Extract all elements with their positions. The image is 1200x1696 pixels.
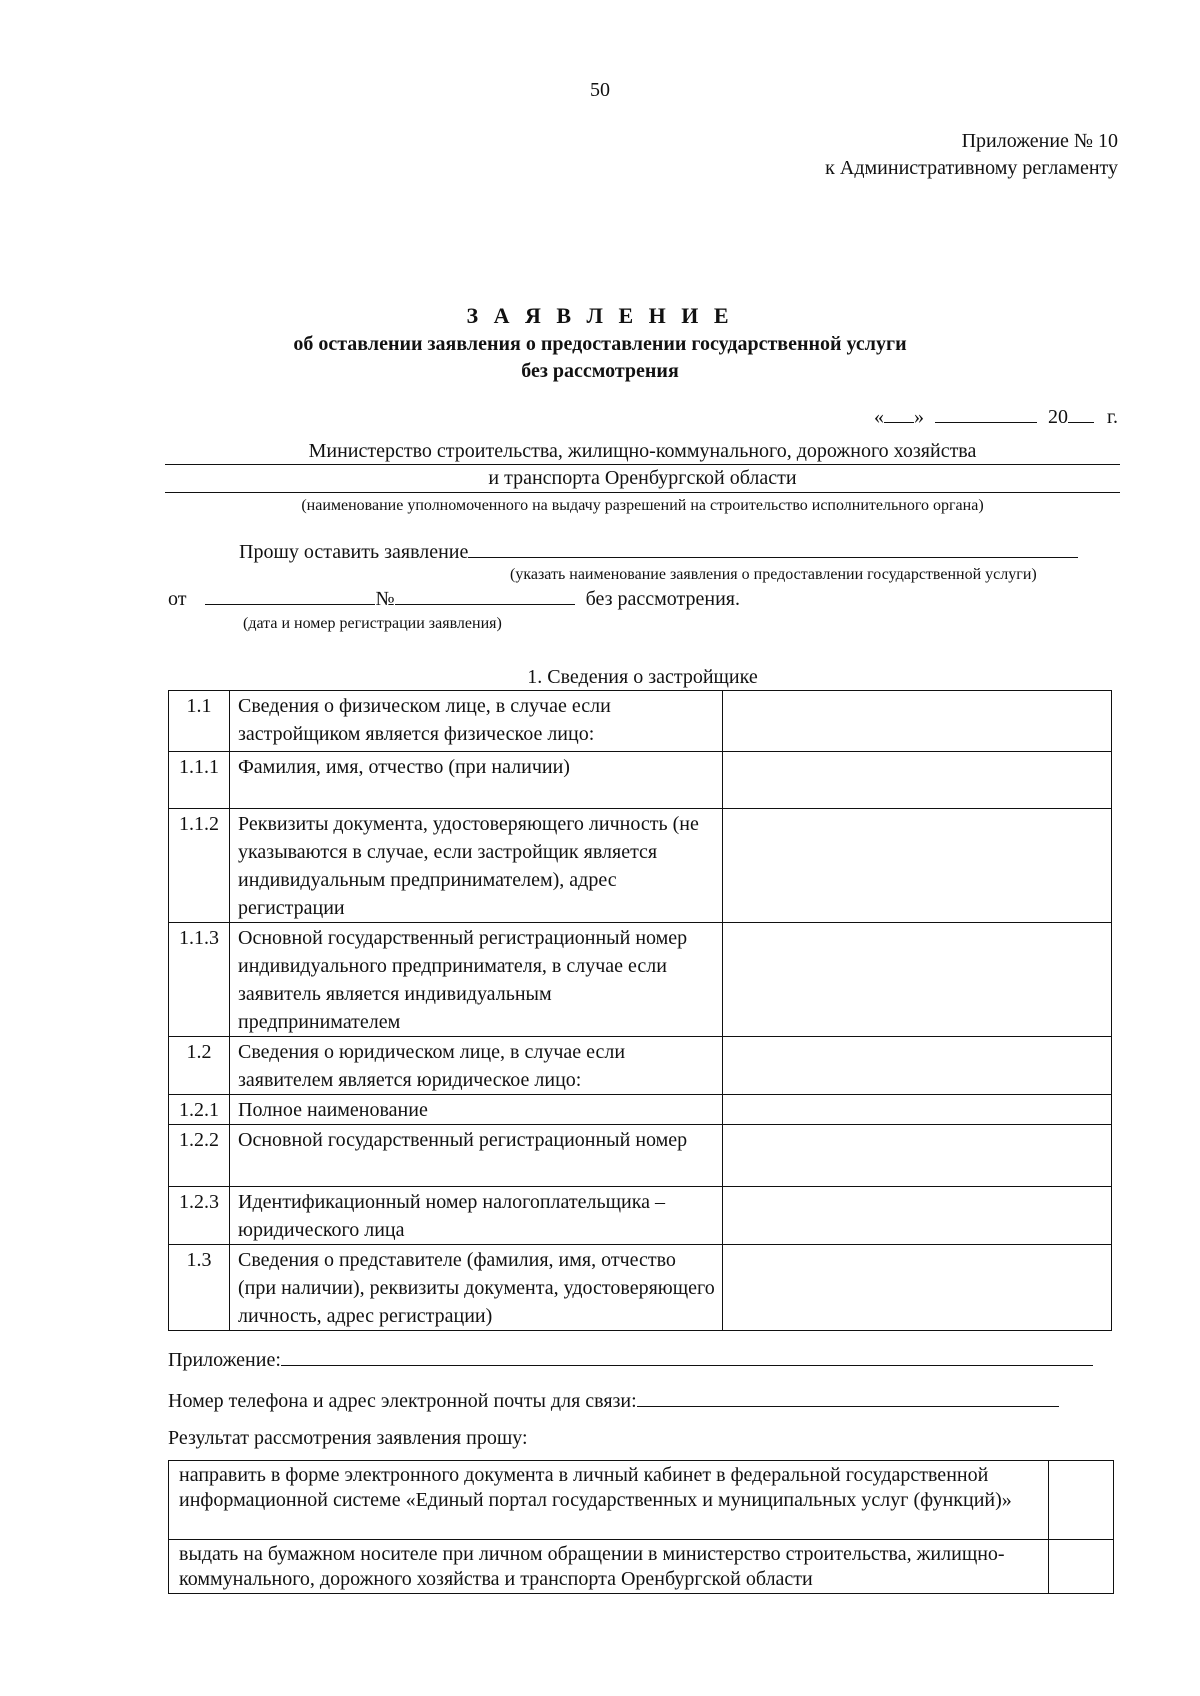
registration-date-field[interactable]	[205, 586, 375, 605]
result-label: Результат рассмотрения заявления прошу:	[168, 1427, 528, 1449]
attachment-line	[168, 1347, 1093, 1373]
row-value-field[interactable]	[723, 752, 1112, 809]
row-label: Сведения о представителе (фамилия, имя, отчество (при наличии), реквизиты документа, удостоверяющего личность, адрес регистрации)	[230, 1245, 723, 1331]
result-options-table	[168, 1460, 1114, 1594]
row-label: Сведения о юридическом лице, в случае если заявителем является юридическое лицо:	[230, 1037, 723, 1095]
request-hint: (указать наименование заявления о предоставлении государственной услуги)	[510, 566, 1037, 583]
section-title: 1. Сведения о застройщике	[527, 666, 758, 688]
result-option-text: выдать на бумажном носителе при личном обращении в министерство строительства, жилищно-коммунального, дорожного хозяйства и транспорта Оренбургской области	[169, 1540, 1049, 1594]
ministry-line2: и транспорта Оренбургской области	[488, 467, 797, 489]
year-suffix: г.	[1107, 406, 1118, 428]
title-subtitle-line2: без рассмотрения	[521, 360, 679, 382]
row-number: 1.2	[169, 1037, 230, 1095]
attachment-field[interactable]	[281, 1347, 1093, 1366]
table-row	[169, 923, 1112, 1037]
row-number: 1.2.2	[169, 1125, 230, 1187]
result-option-checkbox[interactable]	[1049, 1540, 1114, 1594]
date-open-quote: «	[874, 406, 885, 428]
table-row	[169, 1037, 1112, 1095]
row-number: 1.3	[169, 1245, 230, 1331]
request-line	[239, 539, 1078, 565]
row-value-field[interactable]	[723, 1187, 1112, 1245]
ministry-underline-1	[165, 464, 1120, 465]
request-text: Прошу оставить заявление	[239, 541, 469, 563]
row-value-field[interactable]	[723, 1095, 1112, 1125]
row-number: 1.1.2	[169, 809, 230, 923]
table-row	[169, 1187, 1112, 1245]
date-close-quote: »	[914, 406, 925, 428]
result-option-checkbox[interactable]	[1049, 1461, 1114, 1540]
month-field[interactable]	[935, 404, 1037, 423]
appendix-number: Приложение № 10	[961, 130, 1118, 152]
date-line	[874, 404, 1118, 430]
row-value-field[interactable]	[723, 691, 1112, 752]
row-value-field[interactable]	[723, 1125, 1112, 1187]
table-row	[169, 691, 1112, 752]
from-label: от	[168, 588, 187, 610]
contacts-field[interactable]	[637, 1388, 1059, 1407]
ministry-hint: (наименование уполномоченного на выдачу разрешений на строительство исполнительного органа)	[301, 497, 984, 514]
table-row	[169, 1125, 1112, 1187]
contacts-line	[168, 1388, 1059, 1414]
row-number: 1.2.1	[169, 1095, 230, 1125]
row-number: 1.2.3	[169, 1187, 230, 1245]
row-number: 1.1.3	[169, 923, 230, 1037]
year-prefix: 20	[1048, 406, 1069, 428]
row-label: Полное наименование	[230, 1095, 723, 1125]
table-row	[169, 752, 1112, 809]
result-option-text: направить в форме электронного документа в личный кабинет в федеральной государственной информационной системе «Единый портал государственных и муниципальных услуг (функций)»	[169, 1461, 1049, 1540]
number-label: №	[375, 588, 395, 610]
row-label: Фамилия, имя, отчество (при наличии)	[230, 752, 723, 809]
title-main: З А Я В Л Е Н И Е	[466, 303, 734, 328]
title-subtitle-line1: об оставлении заявления о предоставлении государственной услуги	[293, 333, 907, 355]
attachment-label: Приложение:	[168, 1349, 281, 1371]
table-row	[169, 1461, 1114, 1540]
row-number: 1.1	[169, 691, 230, 752]
row-label: Основной государственный регистрационный номер индивидуального предпринимателя, в случае если заявитель является индивидуальным предпринимателем	[230, 923, 723, 1037]
document-title	[0, 300, 1200, 385]
registration-number-field[interactable]	[395, 586, 575, 605]
page-number: 50	[590, 79, 610, 101]
row-label: Сведения о физическом лице, в случае если застройщиком является физическое лицо:	[230, 691, 723, 752]
ministry-line1: Министерство строительства, жилищно-коммунального, дорожного хозяйства	[308, 440, 977, 462]
appendix-reference	[825, 128, 1118, 182]
table-row	[169, 1245, 1112, 1331]
row-number: 1.1.1	[169, 752, 230, 809]
application-name-field[interactable]	[468, 539, 1078, 558]
row-label: Идентификационный номер налогоплательщика – юридического лица	[230, 1187, 723, 1245]
row-label: Основной государственный регистрационный номер	[230, 1125, 723, 1187]
row-value-field[interactable]	[723, 1037, 1112, 1095]
ministry-underline-2	[165, 492, 1120, 493]
appendix-regulation: к Административному регламенту	[825, 157, 1118, 179]
day-field[interactable]	[884, 404, 914, 423]
developer-info-table	[168, 690, 1112, 1331]
table-row	[169, 1095, 1112, 1125]
registration-line	[168, 586, 740, 612]
row-value-field[interactable]	[723, 1245, 1112, 1331]
row-value-field[interactable]	[723, 923, 1112, 1037]
year-field[interactable]	[1068, 404, 1094, 423]
row-value-field[interactable]	[723, 809, 1112, 923]
registration-hint: (дата и номер регистрации заявления)	[243, 615, 502, 632]
row-label: Реквизиты документа, удостоверяющего личность (не указываются в случае, если застройщик является индивидуальным предпринимателем), адрес регистрации	[230, 809, 723, 923]
contacts-label: Номер телефона и адрес электронной почты для связи:	[168, 1390, 637, 1412]
table-row	[169, 809, 1112, 923]
table-row	[169, 1540, 1114, 1594]
request-suffix: без рассмотрения.	[585, 588, 741, 610]
